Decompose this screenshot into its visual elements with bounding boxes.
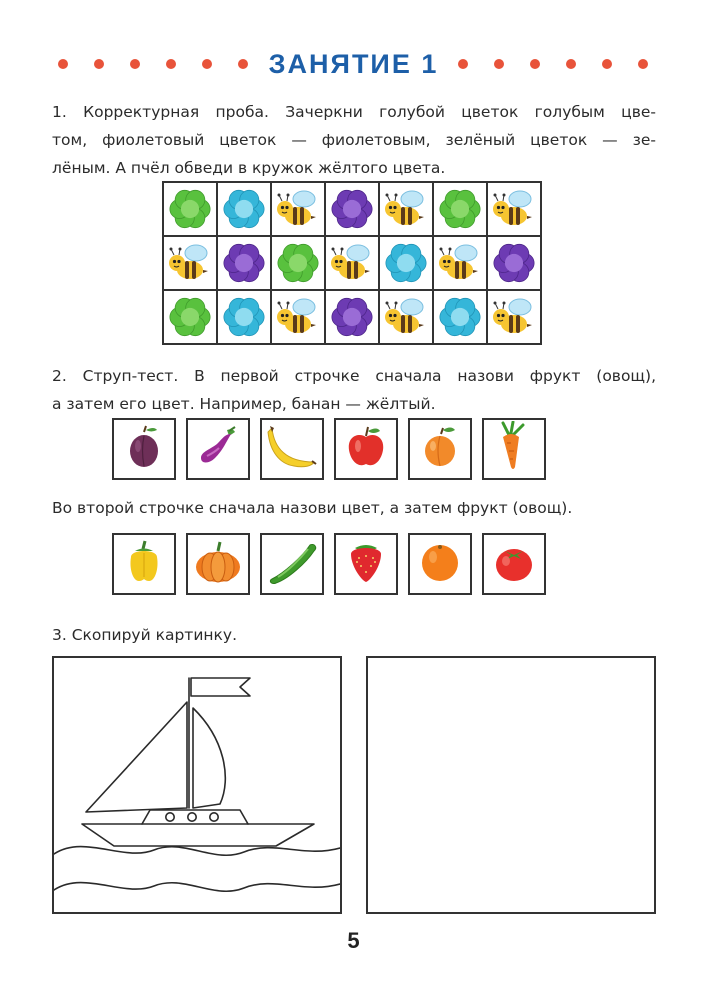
task2-line: а затем его цвет. Например, банан — жёлтый. [52,395,436,413]
picture-box [186,533,250,595]
grid-cell[interactable] [271,236,325,290]
blue-flower-icon [218,186,270,232]
bee-icon [488,186,540,232]
fruit-row-2 [112,533,546,595]
task3-line: 3. Скопируй картинку. [52,626,238,644]
task2-second-line: Во второй строчке сначала назови цвет, а затем фрукт (овощ). [52,499,573,517]
grid-cell[interactable] [217,182,271,236]
task2-line: 2. Струп-тест. В первой строчке сначала назови фрукт (овощ), [52,367,656,385]
purple-flower-icon [326,186,378,232]
apple-icon [341,422,391,476]
fruit-row-1 [112,418,546,480]
bee-icon [380,186,432,232]
bee-icon [272,186,324,232]
banana-icon [264,422,320,476]
task2-text [52,362,656,418]
picture-box [334,418,398,480]
task2-second-text [52,494,656,522]
sample-picture-frame [52,656,342,914]
picture-box [482,418,546,480]
grid-cell[interactable] [271,290,325,344]
grid-cell[interactable] [433,182,487,236]
apricot-icon [415,422,465,476]
grid-cell[interactable] [487,182,541,236]
bee-icon [488,294,540,340]
purple-flower-icon [488,240,540,286]
cucumber-icon [264,537,320,591]
task3-text [52,621,656,649]
green-flower-icon [272,240,324,286]
correction-grid [162,181,542,345]
task1-text [52,98,656,182]
green-flower-icon [164,186,216,232]
bee-icon [434,240,486,286]
page-title: ЗАНЯТИЕ 1 [255,49,453,79]
picture-box [186,418,250,480]
carrot-icon [489,421,539,477]
blue-flower-icon [434,294,486,340]
blue-flower-icon [380,240,432,286]
grid-cell[interactable] [217,236,271,290]
green-flower-icon [434,186,486,232]
task1-line: 1. Корректурная проба. Зачеркни голубой цветок голубым цве- [52,103,656,121]
bee-icon [164,240,216,286]
pumpkin-icon [192,537,244,591]
grid-cell[interactable] [433,236,487,290]
page-number: 5 [347,928,360,953]
plum-icon [119,422,169,476]
purple-flower-icon [326,294,378,340]
copy-drawing-area[interactable] [366,656,656,914]
sailboat-drawing [54,658,340,912]
grid-cell[interactable] [163,290,217,344]
orange-icon [415,537,465,591]
bee-icon [272,294,324,340]
bee-icon [326,240,378,286]
yellow-pepper-icon [119,537,169,591]
picture-box [112,418,176,480]
lesson-header [40,47,667,83]
strawberry-icon [341,536,391,592]
grid-cell[interactable] [163,236,217,290]
bee-icon [380,294,432,340]
picture-box [482,533,546,595]
grid-cell[interactable] [163,182,217,236]
picture-box [112,533,176,595]
grid-cell[interactable] [325,290,379,344]
grid-cell[interactable] [271,182,325,236]
grid-cell[interactable] [325,182,379,236]
task1-line: лёным. А пчёл обведи в кружок жёлтого цвета. [52,159,446,177]
grid-cell[interactable] [379,182,433,236]
grid-cell[interactable] [487,236,541,290]
blue-flower-icon [218,294,270,340]
eggplant-icon [193,422,243,476]
grid-cell[interactable] [217,290,271,344]
grid-cell[interactable] [379,290,433,344]
picture-box [260,533,324,595]
picture-box [408,418,472,480]
picture-box [260,418,324,480]
tomato-icon [489,537,539,591]
grid-cell[interactable] [325,236,379,290]
grid-cell[interactable] [379,236,433,290]
picture-box [408,533,472,595]
grid-cell[interactable] [433,290,487,344]
purple-flower-icon [218,240,270,286]
grid-cell[interactable] [487,290,541,344]
green-flower-icon [164,294,216,340]
task1-line: том, фиолетовый цветок — фиолетовым, зелёный цветок — зе- [52,131,656,149]
picture-box [334,533,398,595]
